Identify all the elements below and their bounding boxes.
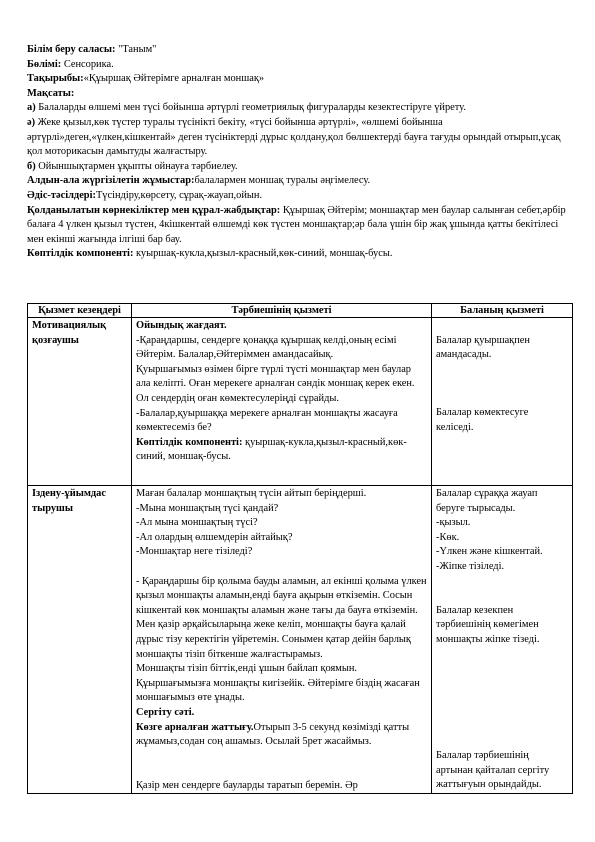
eye-exercise-label: Көзге арналған жаттығу. xyxy=(136,721,254,733)
child-text: Балалар қуыршақпен амандасады. xyxy=(436,334,530,361)
bilingual-component-label: Көптілдік компоненті: xyxy=(136,436,243,448)
section-label: Бөлімі: xyxy=(27,58,62,70)
child-answer: -Көк. xyxy=(436,531,460,543)
goal-heading: Мақсаты: xyxy=(27,87,75,99)
materials-label: Қолданылатын көрнекіліктер мен құрал-жабдықтар: xyxy=(27,204,281,216)
section-line xyxy=(27,58,572,73)
stage-cell-motivation: Мотивациялық қозғаушы xyxy=(28,318,132,486)
goal-b xyxy=(27,116,572,160)
section-value: Сенсорика. xyxy=(61,58,114,70)
refresh-break-heading: Сергіту сәті. xyxy=(136,706,195,718)
table-header-row xyxy=(28,304,573,318)
topic-line xyxy=(27,72,572,87)
goal-c-label: б) xyxy=(27,160,36,172)
child-answer: -Үлкен және кішкентай. xyxy=(436,546,543,558)
prework-text: балалармен моншақ туралы әңгімелесу. xyxy=(194,175,371,187)
game-situation-heading: Ойындық жағдаят. xyxy=(136,320,227,331)
prework-label: Алдын-ала жүргізілетін жұмыстар: xyxy=(27,175,195,187)
goal-a-label: а) xyxy=(27,102,36,114)
goal-b-text: Жеке қызыл,көк түстер туралы түсінікті бекіту, «түсі бойынша әртүрлі», «өлшемі бойынша әртүрлі»деген,«үлкен,кішкентай» деген түсініктерді дұрыс қолдану,қол бөлшектерді бауға тағуды орындай отырып,ұсақ қол моторикасын дамытуды жалғастыру. xyxy=(27,116,561,158)
teacher-text: Қазір мен сендерге бауларды таратып беремін. Әр xyxy=(136,779,358,791)
teacher-text: Қуыршағымыз өзімен бірге түрлі түсті моншақтар мен баулар ала келіпті. Оған мерекеге арналған сәндік моншақ керек екен. Ол сендердің оған көмектесулеріңді сұрайды. xyxy=(136,363,415,404)
prework-line xyxy=(27,174,572,189)
education-area-value: "Таным" xyxy=(115,44,157,55)
bilingual-component-text: қуыршақ-кукла,қызыл-красный,көк-синий, моншақ-бусы. xyxy=(136,436,407,463)
eye-exercise xyxy=(136,721,427,750)
teacher-text: Моншақты тізіп біттік,енді ұшын байлап қоямын. Құыршағымызға моншақты кигізейік. Әйтерімге біздің жасаған моншағымыз өте ұнады. xyxy=(136,663,420,704)
goal-a-text: Балаларды өлшемі мен түсі бойынша әртүрлі геометриялық фигураларды кезектестіруге үйрету. xyxy=(35,102,466,114)
teacher-question: -Ал олардың өлшемдерін айтайық? xyxy=(136,531,293,543)
child-answer: -Жіпке тізіледі. xyxy=(436,560,505,572)
teacher-text: Мен қазір әрқайсыларыңа жеке келіп, моншақты бауға қалай дұрыс тізу керектігін үйретемін. Сонымен қатар дейін барлық моншақты тізіп біткенше жалғастырамыз. xyxy=(136,619,411,660)
teacher-text: -Балалар,қуыршаққа мерекеге арналған моншақты жасауға көмектесеміз бе? xyxy=(136,407,398,434)
teacher-question: -Мына моншақтың түсі қандай? xyxy=(136,502,279,514)
stage-cell-search: Іздену-ұйымдас тырушы xyxy=(28,486,132,794)
goal-c xyxy=(27,160,572,175)
lesson-plan-table xyxy=(27,303,573,794)
methods-label: Әдіс-тәсілдері: xyxy=(27,189,96,201)
teacher-question: -Моншақтар неге тізіледі? xyxy=(136,546,253,558)
child-text: Балалар тәрбиешінің артынан қайталап сергіту жаттығуын орындайды. xyxy=(436,750,550,791)
teacher-text: - Қараңдаршы бір қолыма бауды аламын, ал екінші қолыма үлкен қызыл моншақты аламын,енді бауға ақырын өткіземін. Сосын кішкентай көк моншақты аламын және тағы да бауға өткіземін. xyxy=(136,575,427,616)
child-cell-search xyxy=(432,486,573,794)
bilingual-text: куыршақ-кукла,қызыл-красный,көк-синий, моншақ-бусы. xyxy=(133,248,393,260)
bilingual-label: Көптілдік компоненті: xyxy=(27,248,134,260)
methods-line xyxy=(27,189,572,204)
goal-a xyxy=(27,101,572,116)
child-text: Балалар кезекпен тәрбиешінің көмегімен моншақты жіпке тізеді. xyxy=(436,604,540,645)
header-stage: Қызмет кезеңдері xyxy=(28,304,132,318)
eye-exercise-text: Отырып 3-5 секунд көзімізді қатты жұмамыз,содан соң ашамыз. Осылай 5рет жасаймыз. xyxy=(136,721,410,748)
topic-value: «Құыршақ Әйтерімге арналған моншақ» xyxy=(83,73,265,85)
child-answer: -қызыл. xyxy=(436,517,471,529)
goal-c-text: Ойыншықтармен ұқыпты ойнауға тәрбиелеу. xyxy=(35,160,238,172)
bilingual-line xyxy=(27,247,572,262)
table-row xyxy=(28,318,573,486)
child-text: Балалар сұраққа жауап беруге тырысады. xyxy=(436,488,538,514)
teacher-text: Маған балалар моншақтың түсін айтып беріңдерші. xyxy=(136,488,367,499)
child-text: Балалар көмектесуге келіседі. xyxy=(436,407,529,433)
teacher-question: -Ал мына моншақтың түсі? xyxy=(136,517,258,529)
teacher-cell-search xyxy=(132,486,432,794)
goal-b-label: ә) xyxy=(27,116,36,128)
materials-line xyxy=(27,204,572,248)
education-area-label: Білім беру саласы: xyxy=(27,44,116,55)
methods-text: Түсіндіру,көрсету, сұрақ-жауап,ойын. xyxy=(95,189,263,201)
header-teacher: Тәрбиешінің қызметі xyxy=(132,304,432,318)
table-row xyxy=(28,486,573,794)
header-child: Баланың қызметі xyxy=(432,304,573,318)
child-cell-motivation xyxy=(432,318,573,486)
topic-label: Тақырыбы: xyxy=(27,73,84,85)
teacher-text: -Қараңдаршы, сендерге қонаққа құыршақ келді,оның есімі Әйтерім. Балалар,Әйтеріммен амандасайық. xyxy=(136,334,397,361)
education-area-line xyxy=(27,43,572,58)
lesson-header xyxy=(27,43,572,262)
materials-text: Құыршақ Әйтерім; моншақтар мен баулар салынған себет,әрбір балаға 4 үлкен қызыл түстен, 4кішкентай өлшемді көк түстен моншақтар;әр бала үшін бір жақ ұшында қатты бекітілесі мен екінші жағында ілгіші бар бау. xyxy=(27,204,566,245)
bilingual-component xyxy=(136,436,427,465)
teacher-cell-motivation xyxy=(132,318,432,486)
